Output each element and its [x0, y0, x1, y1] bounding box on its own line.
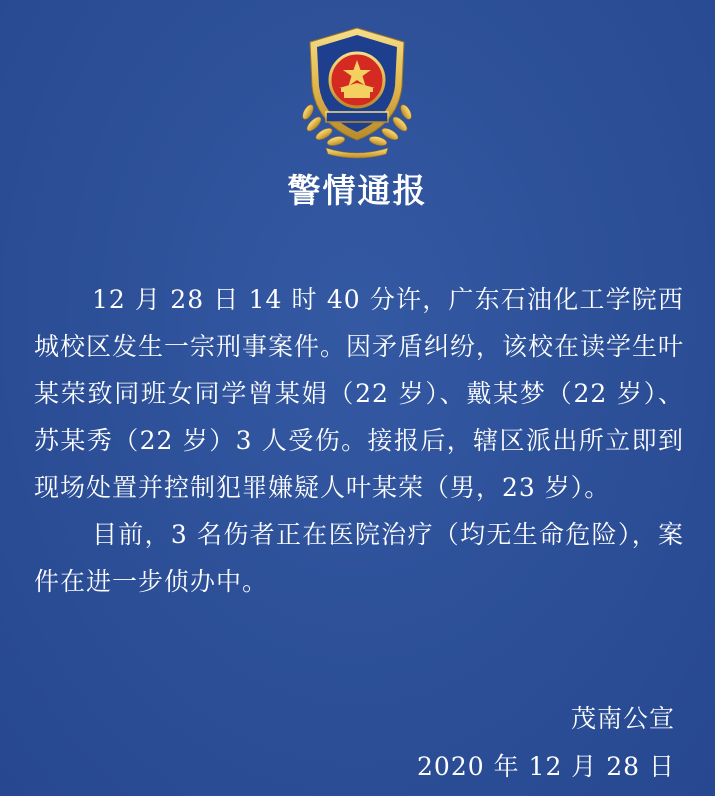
issuer-name: 茂南公宣 [570, 704, 675, 733]
notice-title: 警情通报 [287, 171, 428, 210]
police-emblem-icon [286, 24, 428, 160]
issue-date: 2020 年 12 月 28 日 [417, 752, 675, 781]
notice-signature [417, 695, 675, 791]
notice-paragraph-status: 目前，3 名伤者正在医院治疗（均无生命危险），案件在进一步侦办中。 [34, 520, 684, 596]
notice-paragraph-incident: 12 月 28 日 14 时 40 分许，广东石油化工学院西城校区发生一宗刑事案件。因矛盾纠纷，该校在读学生叶某荣致同班女同学曾某娟（22 岁）、戴某梦（22 岁）、苏某秀（22 岁）3 人受伤。接报后，辖区派出所立即到现场处置并控制犯罪嫌疑人叶某荣（男，23 岁）。 [34, 285, 685, 502]
notice-body [34, 276, 684, 605]
